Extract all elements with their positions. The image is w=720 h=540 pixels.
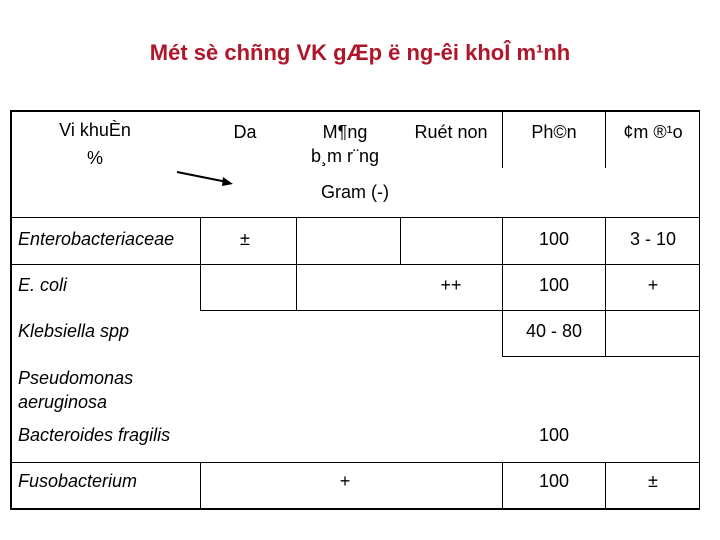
row-name: Bacteroides fragilis — [18, 425, 171, 445]
row-name — [18, 366, 133, 414]
row-mieng: + — [339, 471, 351, 491]
divider — [200, 462, 201, 508]
divider — [502, 356, 700, 357]
header-ruot-non: Ruét non — [414, 122, 488, 142]
divider — [400, 218, 401, 264]
header-percent-label: % — [86, 148, 103, 168]
page-title: Mét sè chñng VK gÆp ë ng-êi khoÎ m¹nh — [149, 40, 571, 65]
arrow-icon — [175, 168, 235, 188]
divider — [200, 310, 700, 311]
header-mieng-line2: b¸m r¨ng — [310, 146, 379, 166]
row-name: Klebsiella spp — [18, 321, 130, 341]
header-mieng-line1: M¶ng — [322, 122, 368, 142]
row-name: E. coli — [18, 275, 68, 295]
header-bacteria — [20, 118, 170, 170]
row-phan: 100 — [538, 425, 570, 445]
row-am-dao: 3 - 10 — [629, 229, 677, 249]
row-phan: 100 — [538, 229, 570, 249]
row-ruot-non: ++ — [440, 275, 462, 295]
row-phan: 100 — [538, 275, 570, 295]
row-am-dao: + — [647, 275, 659, 295]
row-name-line2: aeruginosa — [18, 392, 108, 412]
row-da: ± — [240, 229, 250, 249]
header-am-dao: ¢m ®¹o — [623, 122, 683, 142]
divider — [10, 217, 700, 218]
row-am-dao: ± — [648, 471, 658, 491]
divider — [605, 310, 606, 356]
divider — [10, 264, 700, 265]
header-gram: Gram (-) — [321, 182, 389, 202]
row-phan: 100 — [538, 471, 570, 491]
row-name: Fusobacterium — [18, 471, 138, 491]
row-phan: 40 - 80 — [525, 321, 583, 341]
divider — [10, 462, 700, 463]
row-name: Enterobacteriaceae — [18, 229, 175, 249]
header-da: Da — [233, 122, 257, 142]
header-phan: Ph©n — [531, 122, 577, 142]
row-name-line1: Pseudomonas — [18, 368, 134, 388]
header-bacteria-label: Vi khuÈn — [59, 120, 131, 140]
header-mieng — [290, 120, 400, 168]
